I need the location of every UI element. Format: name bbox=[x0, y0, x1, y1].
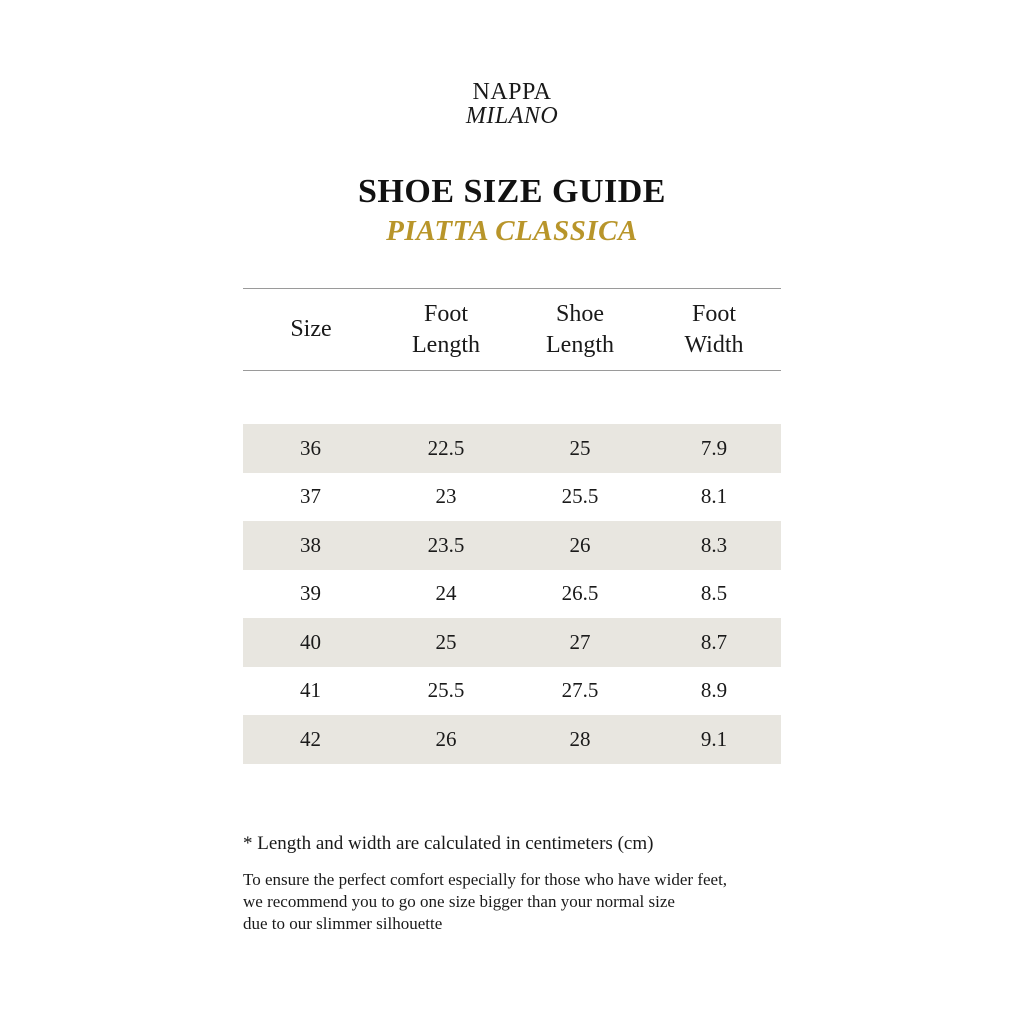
unit-note: * Length and width are calculated in centimeters (cm) bbox=[243, 833, 654, 854]
cell-foot-width: 8.1 bbox=[700, 484, 728, 509]
cell-foot-length: 25.5 bbox=[427, 678, 465, 703]
cell-foot-length: 25 bbox=[435, 629, 457, 654]
cell-foot-length: 23.5 bbox=[427, 532, 465, 557]
size-table bbox=[243, 288, 781, 764]
recommendation-line: To ensure the perfect comfort especially for those who have wider feet, bbox=[243, 870, 728, 889]
header-foot-width-line2: Width bbox=[684, 331, 744, 358]
cell-foot-width: 8.5 bbox=[700, 581, 728, 606]
brand-city: MILANO bbox=[465, 103, 559, 129]
header-foot-width-line1: Foot bbox=[691, 300, 736, 327]
cell-size: 39 bbox=[300, 581, 321, 606]
cell-shoe-length: 26 bbox=[569, 532, 591, 557]
cell-shoe-length: 27 bbox=[569, 629, 591, 654]
cell-size: 37 bbox=[300, 484, 321, 509]
cell-shoe-length: 25.5 bbox=[561, 484, 599, 509]
table-row bbox=[243, 618, 781, 667]
header-shoe-length-line2: Length bbox=[546, 331, 614, 358]
cell-foot-width: 8.9 bbox=[700, 678, 728, 703]
cell-foot-length: 23 bbox=[435, 484, 457, 509]
cell-size: 40 bbox=[300, 629, 321, 654]
cell-foot-width: 7.9 bbox=[700, 435, 728, 460]
table-row bbox=[243, 424, 781, 473]
recommendation-line: due to our slimmer silhouette bbox=[243, 914, 443, 933]
header-size bbox=[243, 314, 379, 345]
cell-foot-width: 9.1 bbox=[700, 726, 728, 751]
cell-foot-width: 8.3 bbox=[700, 532, 728, 557]
header-foot-length-line2: Length bbox=[412, 331, 480, 358]
brand-logo bbox=[0, 80, 1024, 128]
cell-size: 42 bbox=[300, 726, 321, 751]
header-foot-length bbox=[379, 299, 513, 361]
header-foot-width bbox=[647, 299, 781, 361]
cell-foot-length: 22.5 bbox=[427, 435, 465, 460]
cell-size: 41 bbox=[300, 678, 321, 703]
header-size-label: Size bbox=[290, 316, 332, 342]
cell-size: 38 bbox=[300, 532, 321, 557]
notes bbox=[243, 833, 803, 935]
recommendation-note bbox=[243, 869, 803, 935]
recommendation-line: we recommend you to go one size bigger than your normal size bbox=[243, 892, 675, 911]
cell-shoe-length: 28 bbox=[569, 726, 591, 751]
table-row bbox=[243, 570, 781, 619]
cell-foot-length: 24 bbox=[435, 581, 457, 606]
page-title: SHOE SIZE GUIDE bbox=[358, 173, 666, 210]
cell-shoe-length: 25 bbox=[569, 435, 591, 460]
cell-shoe-length: 26.5 bbox=[561, 581, 599, 606]
cell-foot-width: 8.7 bbox=[700, 629, 728, 654]
table-row bbox=[243, 521, 781, 570]
table-body bbox=[243, 424, 781, 764]
table-header bbox=[243, 289, 781, 370]
table-row bbox=[243, 473, 781, 522]
brand-name: NAPPA bbox=[472, 79, 552, 105]
cell-shoe-length: 27.5 bbox=[561, 678, 599, 703]
table-row bbox=[243, 715, 781, 764]
page-subtitle: PIATTA CLASSICA bbox=[386, 215, 638, 247]
cell-size: 36 bbox=[300, 435, 321, 460]
table-row bbox=[243, 667, 781, 716]
header-shoe-length-line1: Shoe bbox=[556, 300, 604, 327]
header-shoe-length bbox=[513, 299, 647, 361]
cell-foot-length: 26 bbox=[435, 726, 457, 751]
header-foot-length-line1: Foot bbox=[423, 300, 468, 327]
